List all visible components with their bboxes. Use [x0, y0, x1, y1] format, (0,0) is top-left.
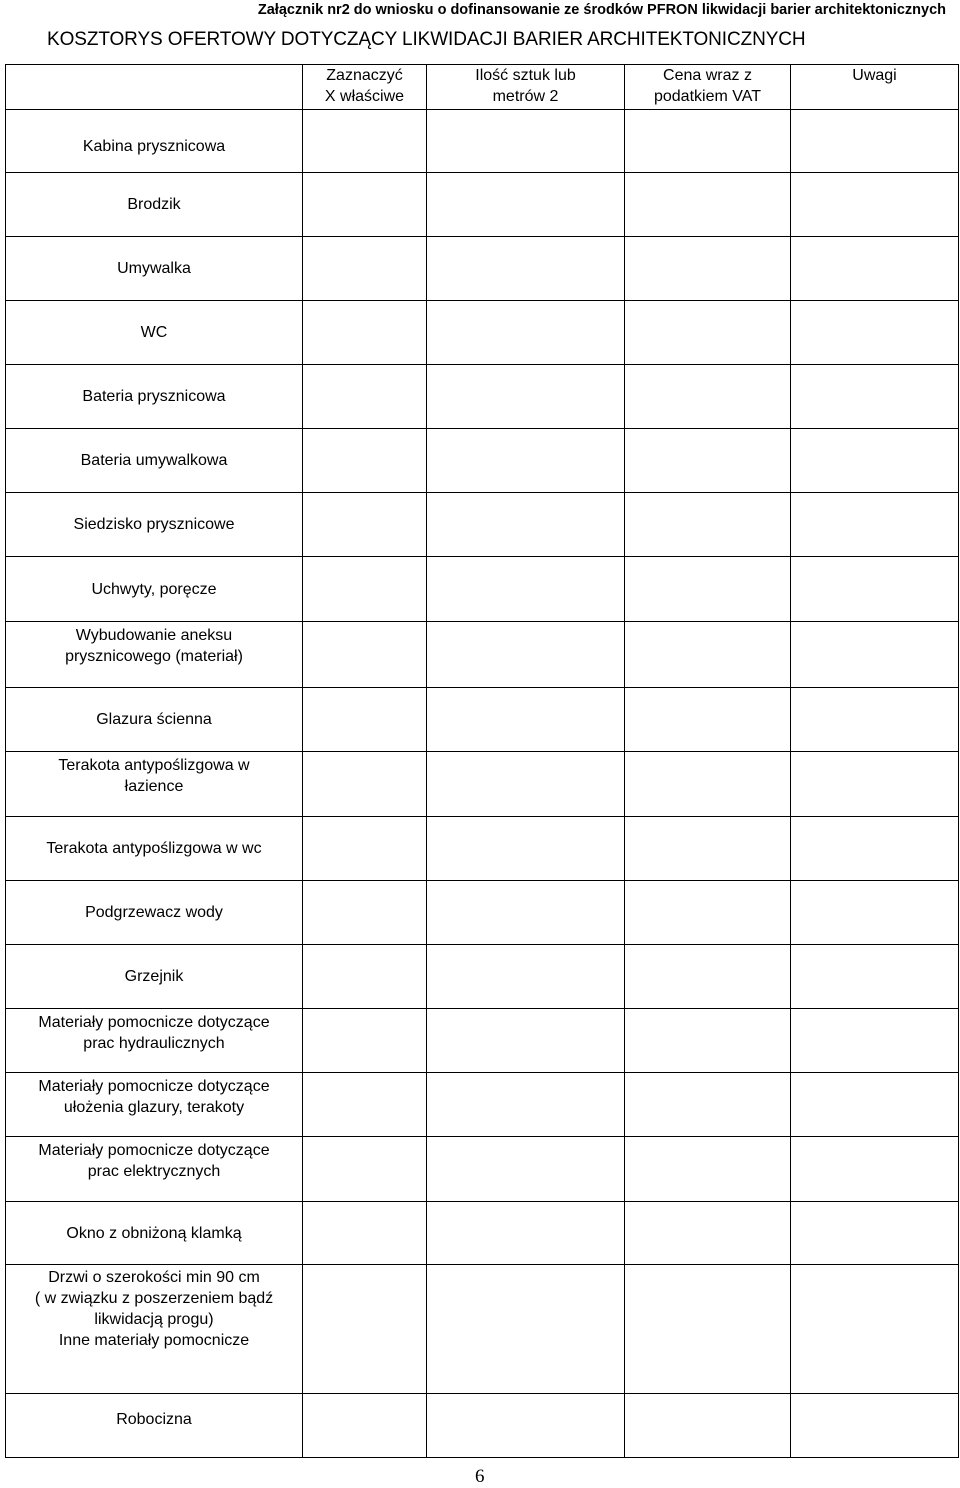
notes-cell[interactable]: [791, 1009, 959, 1073]
header-cell-quantity: [427, 65, 625, 110]
mark-cell[interactable]: [303, 301, 427, 365]
row-label-siedzisko: [6, 493, 303, 557]
mark-cell[interactable]: [303, 173, 427, 237]
mark-cell[interactable]: [303, 110, 427, 173]
row-label-drzwi: [6, 1265, 303, 1394]
row-label-grzejnik: [6, 945, 303, 1009]
notes-cell[interactable]: [791, 1265, 959, 1394]
row-label-text: Terakota antypoślizgowa w wc: [46, 840, 262, 857]
notes-cell[interactable]: [791, 173, 959, 237]
row-label-text: Materiały pomocnicze dotyczące: [38, 1142, 270, 1159]
price-cell[interactable]: [625, 881, 791, 945]
table-row: [6, 1137, 959, 1202]
quantity-cell[interactable]: [427, 173, 625, 237]
row-label-robocizna: [6, 1394, 303, 1458]
mark-cell[interactable]: [303, 1137, 427, 1202]
row-label-text: Podgrzewacz wody: [85, 904, 223, 921]
attachment-note: Załącznik nr2 do wniosku o dofinansowanie ze środków PFRON likwidacji barier architektonicznych: [257, 2, 946, 18]
row-label-brodzik: [6, 173, 303, 237]
table-row: [6, 1265, 959, 1394]
mark-cell[interactable]: [303, 429, 427, 493]
row-label-materialy-glazura: [6, 1073, 303, 1137]
row-label-text: Bateria prysznicowa: [82, 388, 226, 405]
row-label-text-line2: prac hydraulicznych: [83, 1035, 225, 1052]
quantity-cell[interactable]: [427, 301, 625, 365]
quantity-cell[interactable]: [427, 688, 625, 752]
table-row: [6, 752, 959, 817]
notes-cell[interactable]: [791, 622, 959, 688]
row-label-text: Materiały pomocnicze dotyczące: [38, 1014, 270, 1031]
price-cell[interactable]: [625, 622, 791, 688]
notes-cell[interactable]: [791, 429, 959, 493]
row-label-text-line2: ułożenia glazury, terakoty: [63, 1099, 245, 1116]
mark-cell[interactable]: [303, 945, 427, 1009]
row-label-text-line4: Inne materiały pomocnicze: [58, 1332, 250, 1349]
price-cell[interactable]: [625, 173, 791, 237]
quantity-cell[interactable]: [427, 1265, 625, 1394]
row-label-uchwyty: [6, 557, 303, 622]
notes-cell[interactable]: [791, 752, 959, 817]
cost-estimate-table: [5, 64, 959, 1458]
mark-cell[interactable]: [303, 365, 427, 429]
table-row: [6, 881, 959, 945]
mark-cell[interactable]: [303, 817, 427, 881]
price-cell[interactable]: [625, 752, 791, 817]
price-cell[interactable]: [625, 688, 791, 752]
mark-cell[interactable]: [303, 557, 427, 622]
row-label-podgrzewacz: [6, 881, 303, 945]
table-row: [6, 429, 959, 493]
mark-cell[interactable]: [303, 881, 427, 945]
row-label-umywalka: [6, 237, 303, 301]
quantity-cell[interactable]: [427, 1202, 625, 1265]
row-label-terakota-lazienka: [6, 752, 303, 817]
price-cell[interactable]: [625, 1009, 791, 1073]
mark-cell[interactable]: [303, 622, 427, 688]
row-label-text: Grzejnik: [124, 968, 184, 985]
price-cell[interactable]: [625, 110, 791, 173]
price-cell[interactable]: [625, 1137, 791, 1202]
table-row: [6, 1202, 959, 1265]
header-cell-mark: [303, 65, 427, 110]
header-notes-label: Uwagi: [852, 67, 897, 84]
quantity-cell[interactable]: [427, 557, 625, 622]
notes-cell[interactable]: [791, 1394, 959, 1458]
table-row: [6, 1073, 959, 1137]
notes-cell[interactable]: [791, 493, 959, 557]
table-row: [6, 173, 959, 237]
notes-cell[interactable]: [791, 881, 959, 945]
row-label-text: Brodzik: [127, 196, 181, 213]
row-label-glazura: [6, 688, 303, 752]
row-label-text: Kabina prysznicowa: [82, 137, 226, 155]
row-label-text: Siedzisko prysznicowe: [73, 516, 235, 533]
quantity-cell[interactable]: [427, 881, 625, 945]
row-label-text: Bateria umywalkowa: [80, 452, 228, 469]
header-cell-notes: [791, 65, 959, 110]
notes-cell[interactable]: [791, 1137, 959, 1202]
document-title: KOSZTORYS OFERTOWY DOTYCZĄCY LIKWIDACJI BARIER ARCHITEKTONICZNYCH: [47, 29, 806, 50]
notes-cell[interactable]: [791, 301, 959, 365]
row-label-bateria-prysznicowa: [6, 365, 303, 429]
row-label-aneks: [6, 622, 303, 688]
price-cell[interactable]: [625, 1202, 791, 1265]
row-label-text: Wybudowanie aneksu: [75, 627, 233, 644]
table-row: [6, 493, 959, 557]
mark-cell[interactable]: [303, 1009, 427, 1073]
row-label-materialy-elektryczne: [6, 1137, 303, 1202]
header-quantity-line2: metrów 2: [492, 88, 559, 105]
price-cell[interactable]: [625, 1265, 791, 1394]
table-row: [6, 557, 959, 622]
row-label-text: Okno z obniżoną klamką: [66, 1224, 242, 1242]
table-row: [6, 365, 959, 429]
table-row: [6, 301, 959, 365]
row-label-text: WC: [140, 324, 168, 341]
row-label-text-line2: łazience: [124, 778, 184, 795]
header-mark-line1: Zaznaczyć: [326, 67, 403, 84]
table-header-row: [6, 65, 959, 110]
table-row: [6, 1394, 959, 1458]
notes-cell[interactable]: [791, 817, 959, 881]
quantity-cell[interactable]: [427, 429, 625, 493]
notes-cell[interactable]: [791, 1202, 959, 1265]
notes-cell[interactable]: [791, 365, 959, 429]
table-row: [6, 945, 959, 1009]
price-cell[interactable]: [625, 1394, 791, 1458]
table-row: [6, 622, 959, 688]
row-label-text-line2: ( w związku z poszerzeniem bądź: [34, 1290, 274, 1307]
mark-cell[interactable]: [303, 1073, 427, 1137]
quantity-cell[interactable]: [427, 110, 625, 173]
mark-cell[interactable]: [303, 237, 427, 301]
row-label-text: Uchwyty, poręcze: [91, 580, 217, 598]
mark-cell[interactable]: [303, 493, 427, 557]
mark-cell[interactable]: [303, 688, 427, 752]
notes-cell[interactable]: [791, 110, 959, 173]
quantity-cell[interactable]: [427, 1073, 625, 1137]
header-cell-item: [6, 65, 303, 110]
quantity-cell[interactable]: [427, 237, 625, 301]
quantity-cell[interactable]: [427, 1394, 625, 1458]
quantity-cell[interactable]: [427, 1137, 625, 1202]
quantity-cell[interactable]: [427, 945, 625, 1009]
mark-cell[interactable]: [303, 1202, 427, 1265]
table-row: [6, 1009, 959, 1073]
notes-cell[interactable]: [791, 945, 959, 1009]
price-cell[interactable]: [625, 1073, 791, 1137]
price-cell[interactable]: [625, 817, 791, 881]
quantity-cell[interactable]: [427, 365, 625, 429]
header-price-line1: Cena wraz z: [663, 67, 752, 84]
price-cell[interactable]: [625, 429, 791, 493]
row-label-text-line2: prysznicowego (materiał): [65, 648, 243, 665]
header-cell-price: [625, 65, 791, 110]
price-cell[interactable]: [625, 301, 791, 365]
table-row: [6, 237, 959, 301]
notes-cell[interactable]: [791, 688, 959, 752]
row-label-text: Materiały pomocnicze dotyczące: [38, 1078, 270, 1095]
table-row: [6, 817, 959, 881]
row-label-text-line3: likwidacją progu): [94, 1311, 214, 1328]
notes-cell[interactable]: [791, 557, 959, 622]
header-mark-line2: X właściwe: [324, 88, 405, 105]
header-quantity-line1: Ilość sztuk lub: [475, 67, 576, 84]
quantity-cell[interactable]: [427, 752, 625, 817]
row-label-text: Umywalka: [117, 260, 191, 277]
table-row: [6, 688, 959, 752]
notes-cell[interactable]: [791, 237, 959, 301]
header-price-line2: podatkiem VAT: [653, 88, 761, 105]
row-label-materialy-hydrauliczne: [6, 1009, 303, 1073]
mark-cell[interactable]: [303, 1265, 427, 1394]
price-cell[interactable]: [625, 945, 791, 1009]
row-label-text: Robocizna: [116, 1411, 192, 1428]
row-label-text: Glazura ścienna: [96, 711, 212, 728]
price-cell[interactable]: [625, 237, 791, 301]
price-cell[interactable]: [625, 365, 791, 429]
row-label-bateria-umywalkowa: [6, 429, 303, 493]
row-label-okno: [6, 1202, 303, 1265]
row-label-text-line2: prac elektrycznych: [87, 1163, 221, 1180]
price-cell[interactable]: [625, 557, 791, 622]
page-number: 6: [475, 1466, 485, 1487]
notes-cell[interactable]: [791, 1073, 959, 1137]
row-label-text: Terakota antypoślizgowa w: [58, 757, 250, 774]
price-cell[interactable]: [625, 493, 791, 557]
mark-cell[interactable]: [303, 1394, 427, 1458]
table-row: [6, 110, 959, 173]
quantity-cell[interactable]: [427, 817, 625, 881]
row-label-terakota-wc: [6, 817, 303, 881]
quantity-cell[interactable]: [427, 493, 625, 557]
quantity-cell[interactable]: [427, 622, 625, 688]
mark-cell[interactable]: [303, 752, 427, 817]
row-label-text: Drzwi o szerokości min 90 cm: [48, 1269, 260, 1286]
row-label-wc: [6, 301, 303, 365]
row-label-kabina: [6, 110, 303, 173]
quantity-cell[interactable]: [427, 1009, 625, 1073]
